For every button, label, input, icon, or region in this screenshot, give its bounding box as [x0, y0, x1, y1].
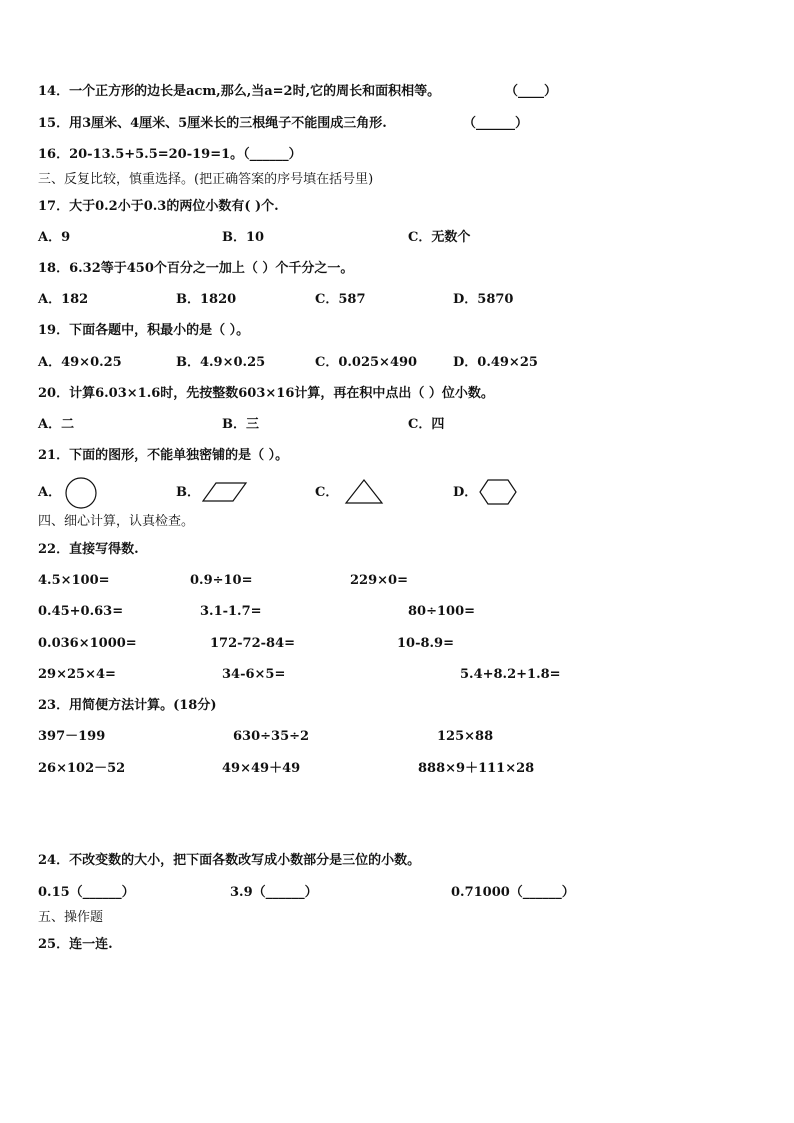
q21-option-d-label[interactable]: D．	[453, 485, 478, 500]
section-4-heading: 四、细心计算，认真检查。	[38, 514, 195, 529]
parallelogram-shape-icon[interactable]	[202, 482, 248, 502]
q22-item: 229×0=	[350, 573, 408, 588]
q14-answer-blank[interactable]: （____）	[505, 84, 558, 99]
q24-item[interactable]: 0.15（______）	[38, 885, 135, 900]
q22-item: 34-6×5=	[222, 667, 286, 682]
q20-option-c[interactable]: C．四	[408, 417, 445, 432]
q21-option-a-label[interactable]: A．	[38, 485, 62, 500]
q22-item: 80÷100=	[408, 604, 476, 619]
q22-item: 5.4+8.2+1.8=	[460, 667, 561, 682]
q18-option-c[interactable]: C．587	[315, 292, 366, 307]
q22-item: 0.036×1000=	[38, 636, 137, 651]
q22-item: 3.1-1.7=	[200, 604, 262, 619]
q22-item: 29×25×4=	[38, 667, 116, 682]
q22-title: 22．直接写得数.	[38, 542, 139, 557]
q22-item: 0.45+0.63=	[38, 604, 124, 619]
q18-option-d[interactable]: D．5870	[453, 292, 514, 307]
q15-answer-blank[interactable]: （______）	[463, 116, 529, 131]
q23-item: 125×88	[437, 729, 494, 744]
q22-item: 4.5×100=	[38, 573, 110, 588]
q18-option-a[interactable]: A．182	[38, 292, 89, 307]
q24-title: 24．不改变数的大小，把下面各数改写成小数部分是三位的小数。	[38, 853, 421, 868]
q24-item[interactable]: 0.71000（______）	[451, 885, 575, 900]
q23-title: 23．用简便方法计算。(18分)	[38, 698, 217, 713]
q17-text: 17．大于0.2小于0.3的两位小数有( )个.	[38, 199, 279, 214]
q20-option-b[interactable]: B．三	[222, 417, 259, 432]
q18-option-b[interactable]: B．1820	[176, 292, 237, 307]
q17-option-a[interactable]: A．9	[38, 230, 71, 245]
q19-option-a[interactable]: A．49×0.25	[38, 355, 122, 370]
q23-item: 630÷35÷2	[233, 729, 310, 744]
hexagon-shape-icon[interactable]	[479, 479, 517, 505]
q23-item: 888×9＋111×28	[418, 761, 535, 776]
section-5-heading: 五、操作题	[38, 910, 104, 925]
q20-text: 20．计算6.03×1.6时，先按整数603×16计算，再在积中点出（ ）位小数。	[38, 386, 494, 401]
q14-text: 14．一个正方形的边长是acm,那么,当a=2时,它的周长和面积相等。	[38, 84, 441, 99]
q18-text: 18．6.32等于450个百分之一加上（ ）个千分之一。	[38, 261, 354, 276]
circle-shape-icon[interactable]	[64, 476, 98, 510]
q21-option-b-label[interactable]: B．	[176, 485, 200, 500]
q15-text: 15．用3厘米、4厘米、5厘米长的三根绳子不能围成三角形.	[38, 116, 387, 131]
q21-text: 21．下面的图形，不能单独密铺的是（ ）。	[38, 448, 289, 463]
q20-option-a[interactable]: A．二	[38, 417, 75, 432]
q19-text: 19．下面各题中，积最小的是（ ）。	[38, 323, 250, 338]
q19-option-b[interactable]: B．4.9×0.25	[176, 355, 266, 370]
q17-option-b[interactable]: B．10	[222, 230, 265, 245]
q24-item[interactable]: 3.9（______）	[230, 885, 318, 900]
q16-text: 16．20-13.5+5.5=20-19=1。（______）	[38, 147, 302, 162]
q17-option-c[interactable]: C．无数个	[408, 230, 471, 245]
q22-item: 172-72-84=	[210, 636, 296, 651]
triangle-shape-icon[interactable]	[344, 479, 384, 505]
q23-item: 49×49＋49	[222, 761, 301, 776]
q19-option-d[interactable]: D．0.49×25	[453, 355, 538, 370]
q19-option-c[interactable]: C．0.025×490	[315, 355, 418, 370]
q23-item: 397－199	[38, 729, 106, 744]
section-3-heading: 三、反复比较，慎重选择。(把正确答案的序号填在括号里)	[38, 172, 374, 187]
q22-item: 0.9÷10=	[190, 573, 253, 588]
q23-item: 26×102－52	[38, 761, 126, 776]
q21-option-c-label[interactable]: C．	[315, 485, 339, 500]
q25-title: 25．连一连.	[38, 937, 113, 952]
q22-item: 10-8.9=	[397, 636, 454, 651]
